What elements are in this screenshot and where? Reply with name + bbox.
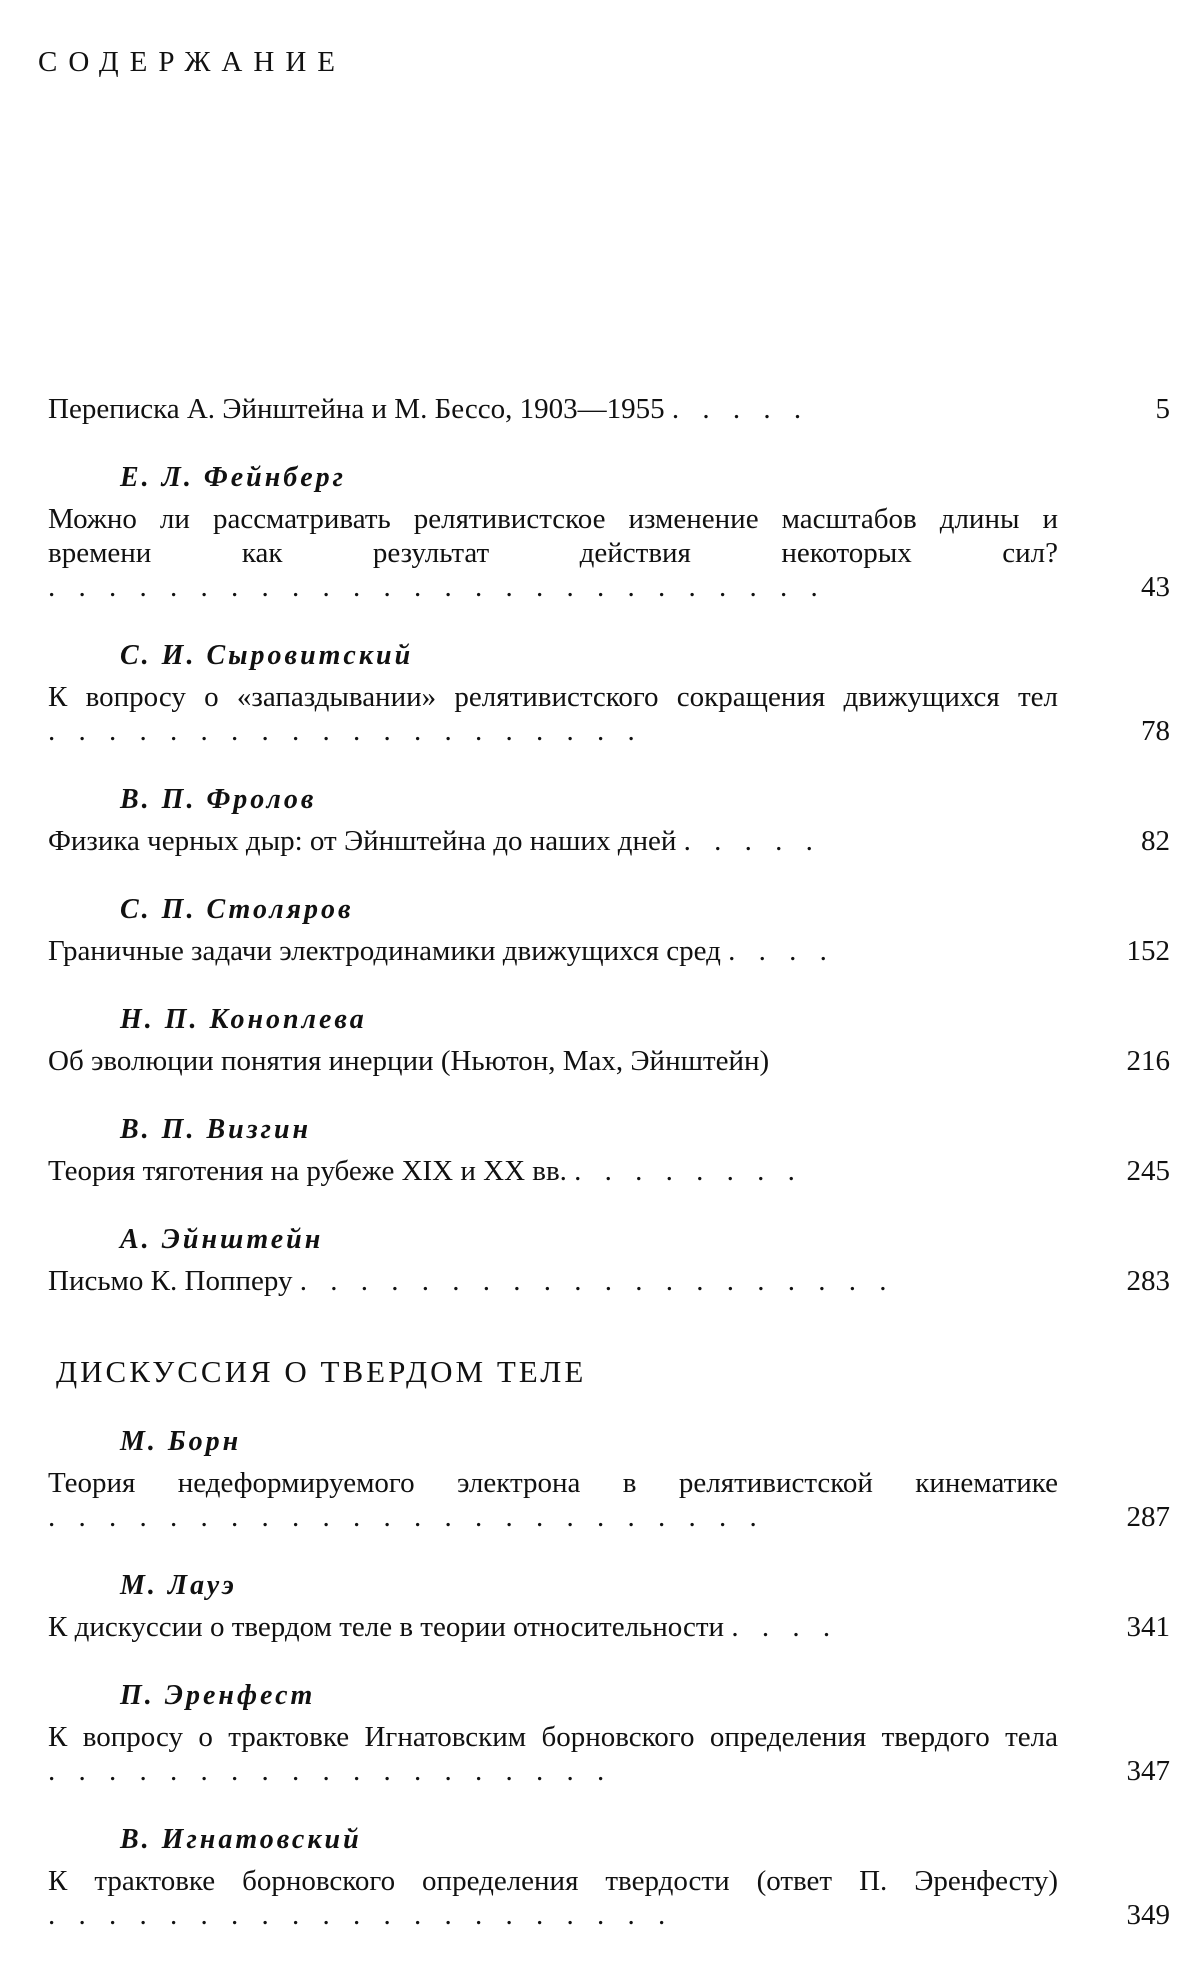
toc-entry-row bbox=[48, 680, 1170, 748]
toc-entry bbox=[48, 460, 1170, 604]
toc-entry-row bbox=[48, 1044, 1170, 1078]
toc-entry-row bbox=[48, 502, 1170, 604]
toc-entry-title-block bbox=[48, 1720, 1058, 1788]
toc-entry-title: Теория тяготения на рубеже XIX и XX вв. bbox=[48, 1155, 567, 1187]
toc-entry-author: В. П. Фролов bbox=[120, 784, 317, 815]
toc-entry bbox=[48, 1822, 1170, 1932]
toc-entry-page-number: 347 bbox=[1126, 1755, 1170, 1787]
toc-entry-title: К трактовке борновского определения твердости (ответ П. Эренфесту) bbox=[48, 1865, 1058, 1897]
table-of-contents bbox=[48, 392, 1170, 1966]
toc-entry-leader-dots: . . . . . bbox=[683, 825, 821, 857]
toc-entry-leader-dots: . . . . . . . . . . . . . . . . . . . . bbox=[299, 1265, 895, 1297]
section-title: ДИСКУССИЯ О ТВЕРДОМ ТЕЛЕ bbox=[56, 1354, 587, 1389]
toc-entry-row bbox=[48, 1154, 1170, 1188]
toc-group-main bbox=[48, 392, 1170, 1298]
toc-entry-title: Граничные задачи электродинамики движущихся сред bbox=[48, 935, 721, 967]
toc-entry bbox=[48, 638, 1170, 748]
toc-entry-leader-dots: . . . . . . . . bbox=[574, 1155, 803, 1187]
toc-entry-title-block bbox=[48, 1466, 1058, 1534]
toc-entry-leader-dots: . . . . . . . . . . . . . . . . . . . . . . . . bbox=[48, 1501, 765, 1533]
page-heading: СОДЕРЖАНИЕ bbox=[38, 46, 346, 78]
toc-entry-title: К вопросу о трактовке Игнатовским борновского определения твердого тела bbox=[48, 1721, 1058, 1753]
toc-entry-leader-dots: . . . . . . . . . . . . . . . . . . . . . . . . . . bbox=[48, 571, 826, 603]
toc-entry-title-block bbox=[48, 1044, 1058, 1078]
toc-entry-author: А. Эйнштейн bbox=[120, 1224, 324, 1255]
toc-entry-row bbox=[48, 1720, 1170, 1788]
toc-entry-title-block bbox=[48, 1864, 1058, 1932]
toc-entry-title: Можно ли рассматривать релятивистское изменение масштабов длины и времени как результат действия некоторых сил? bbox=[48, 503, 1058, 569]
toc-entry-title: К дискуссии о твердом теле в теории относительности bbox=[48, 1611, 725, 1643]
toc-entry-author: М. Лауэ bbox=[120, 1570, 237, 1601]
toc-entry-author: С. П. Столяров bbox=[120, 894, 354, 925]
toc-entry bbox=[48, 1222, 1170, 1298]
toc-entry-row bbox=[48, 392, 1170, 426]
toc-entry-page-number: 216 bbox=[1126, 1045, 1170, 1077]
toc-entry-page-number: 245 bbox=[1126, 1155, 1170, 1187]
toc-entry bbox=[48, 892, 1170, 968]
toc-entry-title-block bbox=[48, 824, 1058, 858]
toc-entry-author: В. П. Визгин bbox=[120, 1114, 312, 1145]
toc-entry-title: Физика черных дыр: от Эйнштейна до наших дней bbox=[48, 825, 677, 857]
toc-entry-author: М. Борн bbox=[120, 1426, 242, 1457]
toc-entry-author: Е. Л. Фейнберг bbox=[120, 462, 346, 493]
toc-entry-title-block bbox=[48, 1610, 1058, 1644]
toc-entry-page-number: 78 bbox=[1141, 715, 1170, 747]
toc-entry-title-block bbox=[48, 502, 1058, 604]
toc-entry-title: Письмо К. Попперу bbox=[48, 1265, 293, 1297]
toc-entry-author: Н. П. Коноплева bbox=[120, 1004, 367, 1035]
toc-entry-row bbox=[48, 1466, 1170, 1534]
toc-entry-title: К вопросу о «запаздывании» релятивистского сокращения движущихся тел bbox=[48, 681, 1058, 713]
toc-entry-leader-dots: . . . . . . . . . . . . . . . . . . . . . bbox=[48, 1899, 674, 1931]
toc-entry bbox=[48, 392, 1170, 426]
toc-entry-row bbox=[48, 934, 1170, 968]
toc-entry-row bbox=[48, 1264, 1170, 1298]
toc-entry-leader-dots: . . . . . . . . . . . . . . . . . . . bbox=[48, 1755, 613, 1787]
toc-entry-row bbox=[48, 1610, 1170, 1644]
toc-entry bbox=[48, 1112, 1170, 1188]
toc-entry bbox=[48, 1568, 1170, 1644]
toc-entry-page-number: 82 bbox=[1141, 825, 1170, 857]
toc-entry-leader-dots: . . . . . . . . . . . . . . . . . . . . bbox=[48, 715, 643, 747]
toc-entry bbox=[48, 1424, 1170, 1534]
toc-entry bbox=[48, 782, 1170, 858]
toc-entry-row bbox=[48, 824, 1170, 858]
toc-entry-title-block bbox=[48, 680, 1058, 748]
toc-entry-title: Теория недеформируемого электрона в релятивистской кинематике bbox=[48, 1467, 1058, 1499]
toc-entry-page-number: 43 bbox=[1141, 571, 1170, 603]
toc-entry-title: Переписка А. Эйнштейна и М. Бессо, 1903—1955 bbox=[48, 393, 665, 425]
toc-entry-page-number: 349 bbox=[1126, 1899, 1170, 1931]
toc-entry bbox=[48, 1678, 1170, 1788]
toc-entry-leader-dots: . . . . . bbox=[671, 393, 810, 425]
toc-entry-leader-dots: . . . . bbox=[731, 1611, 839, 1643]
toc-entry-author: С. И. Сыровитский bbox=[120, 640, 414, 671]
toc-entry-row bbox=[48, 1864, 1170, 1932]
toc-entry-page-number: 287 bbox=[1126, 1501, 1170, 1533]
toc-entry-author: В. Игнатовский bbox=[120, 1824, 362, 1855]
toc-entry-author: П. Эренфест bbox=[120, 1680, 316, 1711]
toc-entry-page-number: 5 bbox=[1155, 393, 1170, 425]
toc-entry-title-block bbox=[48, 392, 1058, 426]
toc-entry-title-block bbox=[48, 1154, 1058, 1188]
toc-entry-page-number: 152 bbox=[1126, 935, 1170, 967]
toc-entry-page-number: 341 bbox=[1126, 1611, 1170, 1643]
toc-entry-title: Об эволюции понятия инерции (Ньютон, Мах, Эйнштейн) bbox=[48, 1045, 770, 1077]
toc-entry bbox=[48, 1002, 1170, 1078]
toc-group-discussion bbox=[48, 1424, 1170, 1932]
toc-entry-title-block bbox=[48, 934, 1058, 968]
toc-entry-page-number: 283 bbox=[1126, 1265, 1170, 1297]
toc-entry-leader-dots: . . . . bbox=[728, 935, 835, 967]
toc-entry-title-block bbox=[48, 1264, 1058, 1298]
